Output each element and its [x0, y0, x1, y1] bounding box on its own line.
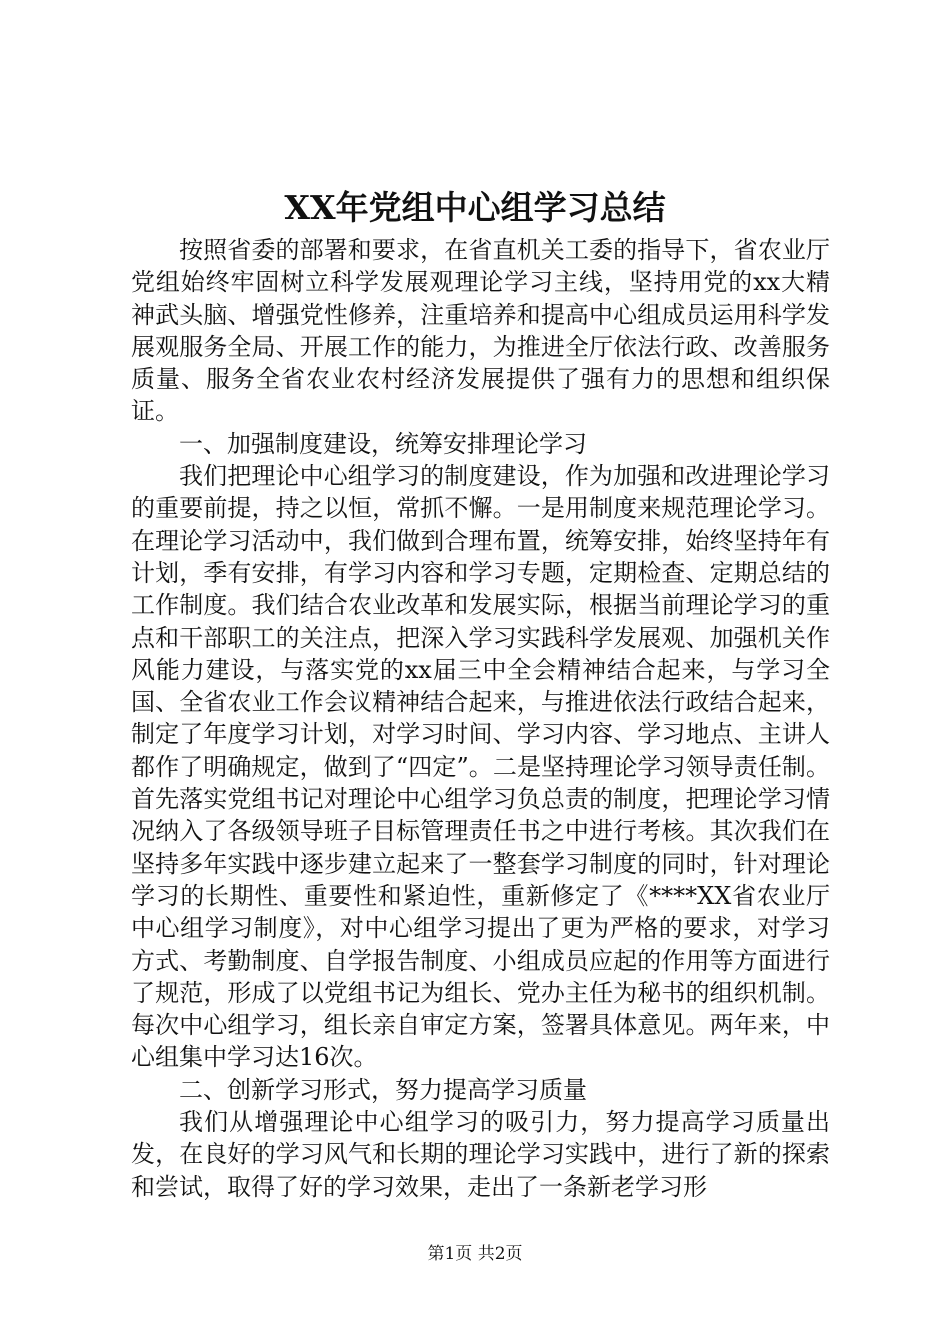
section-heading-2: 二、创新学习形式，努力提高学习质量: [179, 1075, 587, 1104]
document-title: XX年党组中心组学习总结: [284, 188, 666, 227]
document-body: [131, 234, 830, 1203]
page-footer: 第1页 共2页: [427, 1244, 523, 1264]
intro-paragraph: 按照省委的部署和要求，在省直机关工委的指导下，省农业厅党组始终牢固树立科学发展观理论学习主线，坚持用党的xx大精神武头脑、增强党性修养，注重培养和提高中心组成员运用科学发展观服务全局、开展工作的能力，为推进全厅依法行政、改善服务质量、服务全省农业农村经济发展提供了强有力的思想和组织保证。: [131, 236, 830, 426]
section-2-paragraph: 我们从增强理论中心组学习的吸引力，努力提高学习质量出发，在良好的学习风气和长期的理论学习实践中，进行了新的探索和尝试，取得了好的学习效果，走出了一条新老学习形: [131, 1108, 830, 1201]
section-heading-1: 一、加强制度建设，统筹安排理论学习: [179, 429, 587, 458]
section-1-paragraph: 我们把理论中心组学习的制度建设，作为加强和改进理论学习的重要前提，持之以恒，常抓不懈。一是用制度来规范理论学习。在理论学习活动中，我们做到合理布置，统筹安排，始终坚持年有计划，季有安排，有学习内容和学习专题，定期检查、定期总结的工作制度。我们结合农业改革和发展实际，根据当前理论学习的重点和干部职工的关注点，把深入学习实践科学发展观、加强机关作风能力建设，与落实党的xx届三中全会精神结合起来，与学习全国、全省农业工作会议精神结合起来，与推进依法行政结合起来，制定了年度学习计划，对学习时间、学习内容、学习地点、主讲人都作了明确规定，做到了“四定”。二是坚持理论学习领导责任制。首先落实党组书记对理论中心组学习负总责的制度，把理论学习情况纳入了各级领导班子目标管理责任书之中进行考核。其次我们在坚持多年实践中逐步建立起来了一整套学习制度的同时，针对理论学习的长期性、重要性和紧迫性，重新修定了《****XX省农业厅中心组学习制度》，对中心组学习提出了更为严格的要求，对学习方式、考勤制度、自学报告制度、小组成员应起的作用等方面进行了规范，形成了以党组书记为组长、党办主任为秘书的组织机制。每次中心组学习，组长亲自审定方案，签署具体意见。两年来，中心组集中学习达16次。: [131, 462, 830, 1072]
